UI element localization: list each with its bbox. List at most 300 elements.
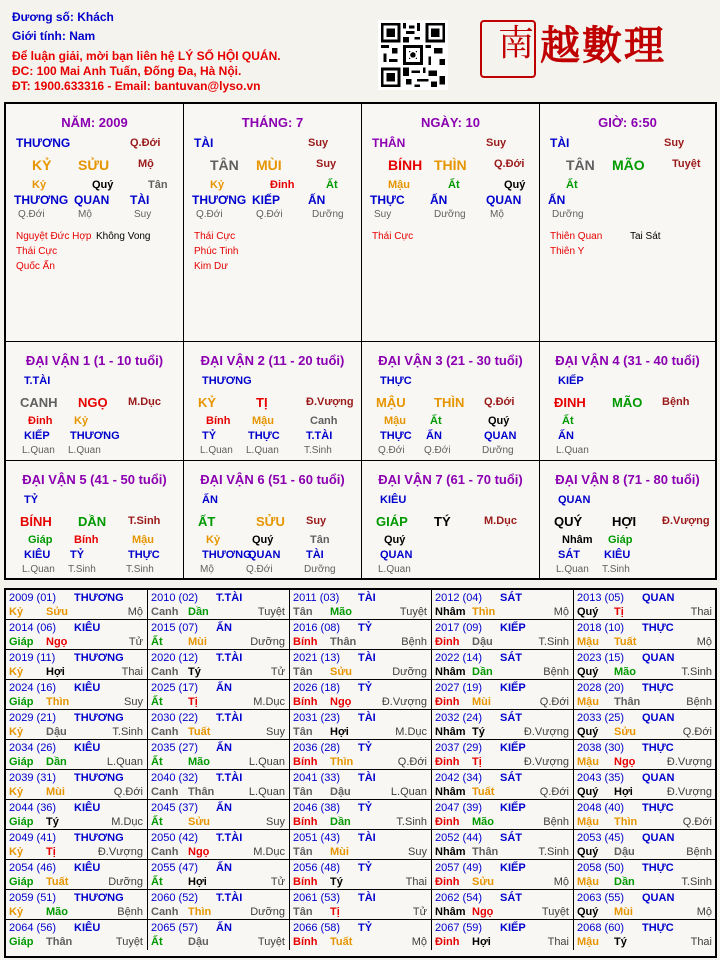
year-branch: Dậu	[472, 636, 493, 648]
dai-van-status: Đ.Vượng	[306, 396, 354, 408]
year-star: KIẾP	[500, 862, 526, 874]
year-star: ẤN	[216, 862, 232, 874]
dai-van-star: KIẾP	[558, 375, 584, 387]
year-star: THỰC	[642, 682, 674, 694]
hidden-star: THỰC	[380, 430, 412, 442]
year-status: Mộ	[696, 636, 712, 648]
dai-van-branch: MÃO	[612, 395, 643, 410]
year-stem: Canh	[151, 726, 179, 738]
dai-van-star: THỰC	[380, 375, 412, 387]
year-branch: Hợi	[188, 876, 207, 888]
year-branch: Dần	[614, 876, 635, 888]
year-branch: Tuất	[614, 636, 637, 648]
year-stem: Tân	[293, 786, 313, 798]
year-status: Mộ	[127, 606, 143, 618]
year-cell	[290, 590, 432, 620]
year-cell	[6, 860, 148, 890]
year-status: Tuyệt	[257, 936, 285, 948]
year-label: 2035 (27)	[151, 742, 199, 754]
year-star: TỶ	[358, 862, 373, 874]
year-stem: Canh	[151, 786, 179, 798]
year-star: TỶ	[358, 622, 373, 634]
year-stem: Giáp	[9, 636, 34, 648]
year-cell	[574, 740, 716, 770]
hidden-star: KIẾP	[252, 193, 281, 207]
dai-van-title: ĐẠI VẬN 6 (51 - 60 tuổi)	[200, 472, 345, 487]
year-stem: Bính	[293, 876, 318, 888]
hidden-status: T.Sinh	[68, 564, 96, 575]
year-stem: Bính	[293, 696, 318, 708]
dai-van-branch: TỊ	[256, 395, 268, 410]
year-stem: Bính	[293, 936, 318, 948]
year-star: TỶ	[358, 922, 373, 934]
year-label: 2031 (23)	[293, 712, 341, 724]
year-star: TÀI	[358, 772, 376, 784]
year-cell	[574, 860, 716, 890]
hidden-status: Dưỡng	[552, 209, 584, 220]
year-star: THỰC	[642, 622, 674, 634]
year-cell	[290, 860, 432, 890]
year-status: Tuyệt	[541, 906, 569, 918]
phone-email[interactable]: ĐT: 1900.633316 - Email: bantuvan@lyso.vn	[12, 79, 261, 93]
year-stem: Canh	[151, 846, 179, 858]
year-star: TÀI	[358, 592, 376, 604]
hidden-star: ẤN	[426, 430, 442, 442]
year-cell	[432, 770, 574, 800]
year-stem: Đinh	[435, 756, 460, 768]
dai-van-title: ĐẠI VẬN 2 (11 - 20 tuổi)	[200, 353, 345, 368]
year-label: 2016 (08)	[293, 622, 341, 634]
year-stem: Nhâm	[435, 906, 466, 918]
year-label: 2030 (22)	[151, 712, 199, 724]
shen-sha-note: Nguyệt Đức Hợp	[16, 231, 92, 242]
year-star: T.TÀI	[216, 712, 243, 724]
year-star: TÀI	[358, 712, 376, 724]
year-label: 2018 (10)	[577, 622, 625, 634]
year-label: 2064 (56)	[9, 922, 57, 934]
year-label: 2061 (53)	[293, 892, 341, 904]
year-status: Q.Đới	[539, 786, 569, 798]
hidden-star: TÀI	[306, 549, 324, 561]
year-label: 2058 (50)	[577, 862, 625, 874]
hidden-status: L.Quan	[556, 445, 589, 456]
year-branch: Dậu	[46, 726, 67, 738]
year-stem: Giáp	[9, 936, 34, 948]
year-stem: Kỷ	[9, 606, 24, 618]
top-star: TÀI	[550, 136, 570, 150]
branch-status: Suy	[316, 158, 337, 170]
year-branch: Tị	[614, 606, 624, 618]
year-cell	[432, 680, 574, 710]
hidden-status: Dưỡng	[312, 209, 344, 220]
year-status: Tử	[128, 636, 143, 648]
dai-van-stem: BÍNH	[20, 514, 52, 529]
year-branch: Hợi	[46, 666, 65, 678]
year-stem: Đinh	[435, 816, 460, 828]
year-status: Đ.Vượng	[381, 696, 427, 708]
year-label: 2041 (33)	[293, 772, 341, 784]
year-cell	[148, 590, 290, 620]
year-cell	[148, 620, 290, 650]
year-star: SÁT	[500, 832, 522, 844]
year-status: L.Quan	[390, 786, 427, 798]
year-label: 2052 (44)	[435, 832, 483, 844]
year-label: 2043 (35)	[577, 772, 625, 784]
year-branch: Sửu	[330, 666, 353, 678]
dai-van-branch: HỢI	[612, 514, 637, 529]
year-stem: Bính	[293, 636, 318, 648]
year-star: TÀI	[358, 832, 376, 844]
year-branch: Dậu	[188, 936, 209, 948]
year-label: 2062 (54)	[435, 892, 483, 904]
dai-van-branch: SỬU	[256, 514, 285, 529]
year-branch: Dậu	[330, 786, 351, 798]
hidden-stem: Nhâm	[562, 534, 593, 546]
year-stem: Mậu	[577, 876, 599, 888]
year-label: 2012 (04)	[435, 592, 483, 604]
year-cell	[290, 650, 432, 680]
hidden-stem: Quý	[92, 179, 114, 191]
year-status: L.Quan	[248, 786, 285, 798]
hidden-star: KIÊU	[604, 549, 631, 561]
year-cell	[6, 770, 148, 800]
year-star: THƯƠNG	[74, 652, 124, 664]
hidden-star: THỰC	[128, 549, 160, 561]
year-star: TÀI	[358, 652, 376, 664]
year-star: QUAN	[642, 592, 675, 604]
year-star: SÁT	[500, 892, 522, 904]
header	[0, 0, 720, 100]
hidden-stem: Bính	[74, 534, 99, 546]
year-stem: Kỷ	[9, 786, 24, 798]
year-star: KIẾP	[500, 922, 526, 934]
year-branch: Dần	[472, 666, 493, 678]
year-label: 2042 (34)	[435, 772, 483, 784]
year-label: 2015 (07)	[151, 622, 199, 634]
dai-van-1	[6, 342, 184, 461]
year-label: 2050 (42)	[151, 832, 199, 844]
year-status: T.Sinh	[538, 636, 569, 648]
dai-van-status: M.Dục	[128, 396, 161, 408]
year-star: ẤN	[216, 622, 232, 634]
hidden-stem: Quý	[252, 534, 274, 546]
hidden-status: Q.Đới	[378, 445, 405, 456]
year-cell	[6, 650, 148, 680]
top-status: Suy	[308, 137, 329, 149]
hidden-status: L.Quan	[22, 564, 55, 575]
year-cell	[574, 710, 716, 740]
year-status: Q.Đới	[682, 726, 712, 738]
hidden-stem: Ất	[566, 179, 578, 191]
year-star: THƯƠNG	[74, 712, 124, 724]
hidden-star: TỶ	[202, 430, 217, 442]
hidden-status: L.Quan	[378, 564, 411, 575]
shen-sha-note: Phúc Tinh	[194, 246, 239, 257]
year-stem: Đinh	[435, 936, 460, 948]
year-status: Thai	[690, 936, 712, 948]
hidden-stem: Mậu	[252, 415, 274, 427]
year-cell	[6, 920, 148, 950]
year-label: 2046 (38)	[293, 802, 341, 814]
shen-sha-note: Thiên Y	[550, 246, 585, 257]
year-cell	[6, 620, 148, 650]
year-label: 2009 (01)	[9, 592, 57, 604]
pillar-title: GIỜ: 6:50	[598, 115, 657, 130]
year-status: M.Dục	[253, 846, 285, 858]
year-status: Q.Đới	[682, 816, 712, 828]
year-cell	[148, 890, 290, 920]
year-status: Bệnh	[401, 636, 427, 648]
year-stem: Ất	[151, 876, 163, 888]
top-status: Suy	[664, 137, 685, 149]
year-branch: Thìn	[46, 696, 70, 708]
hidden-stem: Ất	[430, 415, 442, 427]
hidden-status: L.Quan	[22, 445, 55, 456]
year-star: SÁT	[500, 592, 522, 604]
year-cell	[290, 770, 432, 800]
heavenly-stem: TÂN	[210, 157, 239, 173]
year-stem: Mậu	[577, 696, 599, 708]
calligraphy-logo: 越數理	[540, 22, 666, 69]
hidden-star: ẤN	[430, 193, 448, 207]
dai-van-title: ĐẠI VẬN 7 (61 - 70 tuổi)	[378, 472, 523, 487]
year-branch: Thân	[188, 786, 215, 798]
dai-van-stem: GIÁP	[376, 514, 408, 529]
year-stem: Kỷ	[9, 906, 24, 918]
year-status: Suy	[266, 816, 285, 828]
year-star: KIÊU	[74, 802, 101, 814]
year-label: 2068 (60)	[577, 922, 625, 934]
year-cell	[574, 830, 716, 860]
hidden-star: THƯƠNG	[14, 193, 69, 207]
year-label: 2027 (19)	[435, 682, 483, 694]
hidden-status: Suy	[134, 209, 152, 220]
hidden-stem: Mậu	[388, 179, 410, 191]
year-label: 2053 (45)	[577, 832, 625, 844]
year-star: KIẾP	[500, 682, 526, 694]
year-status: Suy	[408, 846, 427, 858]
earthly-branch: MÙI	[256, 157, 282, 173]
year-star: SÁT	[500, 652, 522, 664]
year-star: T.TÀI	[216, 652, 243, 664]
branch-status: Tuyệt	[672, 158, 701, 170]
year-cell	[574, 800, 716, 830]
year-label: 2034 (26)	[9, 742, 57, 754]
top-status: Q.Đới	[130, 137, 161, 149]
gender: Giới tính: Nam	[12, 29, 96, 43]
year-stem: Tân	[293, 666, 313, 678]
year-status: Bệnh	[117, 906, 143, 918]
year-cell	[290, 620, 432, 650]
year-cell	[148, 740, 290, 770]
dai-van-branch: TÝ	[434, 514, 451, 529]
year-status: L.Quan	[248, 756, 285, 768]
dai-van-title: ĐẠI VẬN 5 (41 - 50 tuổi)	[22, 472, 167, 487]
dai-van-star: THƯƠNG	[202, 375, 252, 387]
year-label: 2026 (18)	[293, 682, 341, 694]
earthly-branch: THÌN	[434, 157, 467, 173]
year-status: Dưỡng	[108, 876, 143, 888]
hidden-stem: Bính	[206, 415, 231, 427]
dai-van-stem: QUÝ	[554, 514, 583, 529]
year-cell	[148, 860, 290, 890]
year-status: T.Sinh	[681, 876, 712, 888]
dai-van-5	[6, 461, 184, 578]
year-star: T.TÀI	[216, 592, 243, 604]
year-label: 2059 (51)	[9, 892, 57, 904]
year-label: 2033 (25)	[577, 712, 625, 724]
dai-van-3	[362, 342, 540, 461]
year-branch: Sửu	[188, 816, 211, 828]
year-star: QUAN	[642, 652, 675, 664]
year-star: ẤN	[216, 742, 232, 754]
year-label: 2029 (21)	[9, 712, 57, 724]
year-stem: Canh	[151, 606, 179, 618]
year-branch: Thân	[472, 846, 499, 858]
hidden-star: QUAN	[248, 549, 281, 561]
year-status: Thai	[121, 666, 143, 678]
dai-van-title: ĐẠI VẬN 8 (71 - 80 tuổi)	[555, 472, 700, 487]
year-star: ẤN	[216, 682, 232, 694]
hidden-star: TỶ	[70, 549, 85, 561]
owner-name: Đương số: Khách	[12, 10, 114, 24]
year-branch: Tị	[188, 696, 198, 708]
dai-van-stem: ĐINH	[554, 395, 586, 410]
year-branch: Tý	[614, 936, 627, 948]
heavenly-stem: TÂN	[566, 157, 595, 173]
year-stem: Bính	[293, 756, 318, 768]
year-stem: Tân	[293, 906, 313, 918]
year-status: Thai	[547, 936, 569, 948]
branch-status: Mộ	[138, 158, 154, 170]
year-star: THƯƠNG	[74, 592, 124, 604]
hidden-stem: Kỷ	[74, 415, 89, 427]
year-star: THƯƠNG	[74, 832, 124, 844]
earthly-branch: SỬU	[78, 157, 110, 173]
year-label: 2044 (36)	[9, 802, 57, 814]
year-branch: Mùi	[188, 636, 207, 648]
shen-sha-note: Không Vong	[96, 231, 151, 242]
year-stem: Giáp	[9, 696, 34, 708]
year-star: THỰC	[642, 742, 674, 754]
year-cell	[6, 590, 148, 620]
hidden-star: QUAN	[484, 430, 517, 442]
year-stem: Quý	[577, 906, 599, 918]
year-status: Thai	[690, 606, 712, 618]
year-label: 2028 (20)	[577, 682, 625, 694]
year-label: 2013 (05)	[577, 592, 625, 604]
year-branch: Mùi	[472, 696, 491, 708]
dai-van-star: T.TÀI	[24, 375, 51, 387]
hidden-star: ẤN	[558, 430, 574, 442]
year-cell	[432, 650, 574, 680]
red-seal-stamp	[480, 20, 536, 78]
year-status: M.Dục	[395, 726, 427, 738]
hidden-star: ẤN	[548, 193, 566, 207]
dai-van-title: ĐẠI VẬN 4 (31 - 40 tuổi)	[555, 353, 700, 368]
year-status: Q.Đới	[539, 696, 569, 708]
hidden-stem: Đinh	[270, 179, 295, 191]
hidden-status: L.Quan	[200, 445, 233, 456]
hidden-star: ẤN	[308, 193, 326, 207]
hidden-stem: Ất	[562, 415, 574, 427]
year-star: KIÊU	[74, 622, 101, 634]
top-status: Suy	[486, 137, 507, 149]
year-stem: Nhâm	[435, 786, 466, 798]
pillar-hour	[540, 104, 715, 342]
year-status: Bệnh	[543, 666, 569, 678]
year-star: T.TÀI	[216, 892, 243, 904]
dai-van-status: M.Dục	[484, 515, 517, 527]
year-cell	[6, 830, 148, 860]
year-stem: Ất	[151, 696, 163, 708]
year-status: Q.Đới	[397, 756, 427, 768]
year-status: Tử	[270, 666, 285, 678]
hidden-status: Suy	[374, 209, 392, 220]
hidden-status: T.Sinh	[126, 564, 154, 575]
year-cell	[6, 740, 148, 770]
year-cell	[432, 590, 574, 620]
year-cell	[574, 920, 716, 950]
dai-van-8	[540, 461, 715, 578]
shen-sha-note: Thiên Quan	[550, 231, 603, 242]
hidden-status: Mộ	[78, 209, 92, 220]
heavenly-stem: KỶ	[32, 157, 52, 173]
year-branch: Tị	[472, 756, 482, 768]
year-label: 2067 (59)	[435, 922, 483, 934]
hidden-stem: Đinh	[28, 415, 53, 427]
year-branch: Dậu	[614, 846, 635, 858]
hidden-stem: Tân	[310, 534, 330, 546]
hidden-status: Q.Đới	[246, 564, 273, 575]
year-branch: Thìn	[614, 816, 638, 828]
year-star: T.TÀI	[216, 832, 243, 844]
dai-van-star: KIÊU	[380, 494, 407, 506]
year-branch: Thìn	[472, 606, 496, 618]
year-cell	[432, 890, 574, 920]
year-cell	[6, 680, 148, 710]
year-label: 2022 (14)	[435, 652, 483, 664]
year-status: M.Dục	[253, 696, 285, 708]
year-status: T.Sinh	[396, 816, 427, 828]
year-stem: Quý	[577, 606, 599, 618]
year-cell	[148, 710, 290, 740]
seal-character: 南	[498, 23, 535, 64]
year-branch: Mão	[472, 816, 494, 828]
year-star: QUAN	[642, 712, 675, 724]
year-branch: Sửu	[472, 876, 495, 888]
hidden-status: T.Sinh	[602, 564, 630, 575]
hidden-stem: Tân	[148, 179, 168, 191]
hidden-star: THƯƠNG	[202, 549, 252, 561]
year-branch: Tuất	[46, 876, 69, 888]
hidden-stem: Quý	[488, 415, 510, 427]
year-cell	[432, 860, 574, 890]
year-label: 2045 (37)	[151, 802, 199, 814]
year-branch: Mùi	[614, 906, 633, 918]
year-branch: Tuất	[472, 786, 495, 798]
year-branch: Thìn	[330, 756, 354, 768]
hidden-star: QUAN	[486, 193, 522, 207]
qr-code-icon[interactable]	[378, 20, 448, 90]
dai-van-status: Suy	[306, 515, 327, 527]
year-star: TỶ	[358, 682, 373, 694]
year-branch: Tuất	[330, 936, 353, 948]
year-stem: Ất	[151, 756, 163, 768]
year-label: 2010 (02)	[151, 592, 199, 604]
year-branch: Sửu	[46, 606, 69, 618]
year-star: KIẾP	[500, 802, 526, 814]
